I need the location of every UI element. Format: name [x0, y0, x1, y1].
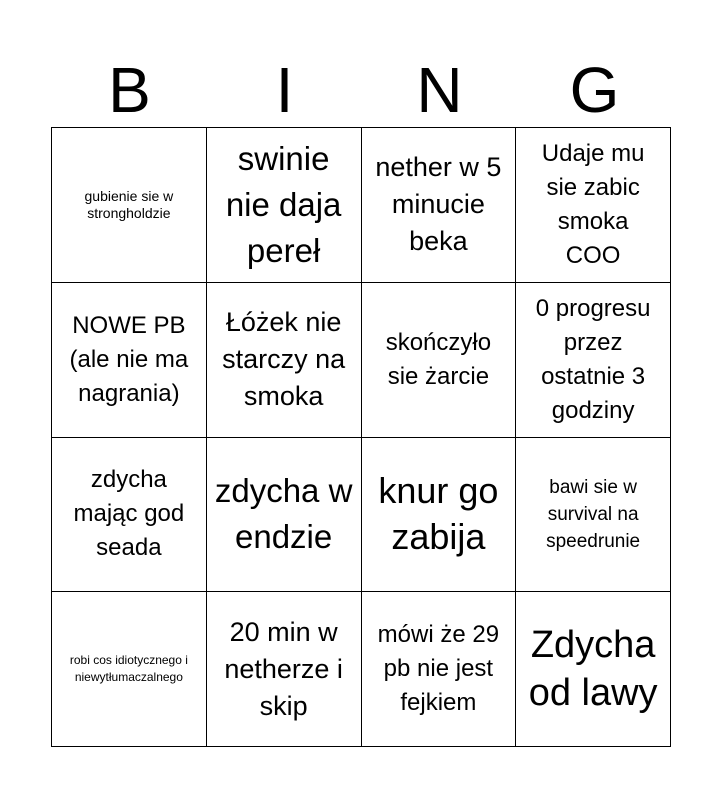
bingo-cell-text: nether w 5 minucie beka — [375, 152, 502, 257]
bingo-cell-r4c4[interactable] — [516, 592, 671, 747]
bingo-cell-text: 20 min w netherze i skip — [224, 616, 343, 721]
bingo-cell-r4c1[interactable] — [52, 592, 207, 747]
bingo-cell-r3c3[interactable] — [362, 438, 517, 593]
bingo-cell-text: zdycha mając god seada — [73, 466, 185, 562]
bingo-grid — [51, 127, 671, 747]
bingo-cell-text: swinie nie daja pereł — [225, 139, 342, 269]
bingo-cell-r2c4[interactable] — [516, 283, 671, 438]
bingo-cell-r3c1[interactable] — [52, 438, 207, 593]
header-letter-i: I — [275, 54, 294, 126]
bingo-cell-r2c1[interactable] — [52, 283, 207, 438]
bingo-cell-text: knur go zabija — [378, 470, 499, 558]
bingo-cell-text: Łóżek nie starczy na smoka — [222, 307, 346, 412]
bingo-cell-r1c2[interactable] — [207, 128, 362, 283]
bingo-cell-text: robi cos idiotycznego i niewytłumaczalnego — [69, 653, 188, 685]
bingo-header — [52, 55, 672, 125]
bingo-cell-r1c1[interactable] — [52, 128, 207, 283]
bingo-cell-text: zdycha w endzie — [214, 472, 353, 556]
bingo-cell-r1c4[interactable] — [516, 128, 671, 283]
bingo-cell-r1c3[interactable] — [362, 128, 517, 283]
bingo-cell-r3c2[interactable] — [207, 438, 362, 593]
bingo-cell-r4c3[interactable] — [362, 592, 517, 747]
bingo-cell-r2c2[interactable] — [207, 283, 362, 438]
bingo-cell-text: Udaje mu sie zabic smoka COO — [541, 139, 645, 269]
bingo-cell-text: 0 progresu przez ostatnie 3 godziny — [535, 294, 651, 424]
header-letter-b: B — [108, 54, 151, 126]
header-letter-g: G — [569, 54, 620, 126]
bingo-cell-r4c2[interactable] — [207, 592, 362, 747]
bingo-cell-text: gubienie sie w strongholdzie — [84, 187, 174, 221]
bingo-cell-r2c3[interactable] — [362, 283, 517, 438]
bingo-cell-text: mówi że 29 pb nie jest fejkiem — [377, 621, 500, 717]
bingo-cell-text: skończyło sie żarcie — [385, 328, 492, 390]
bingo-cell-text: Zdycha od lawy — [528, 624, 658, 715]
bingo-cell-text: NOWE PB (ale nie ma nagrania) — [69, 311, 189, 407]
bingo-cell-r3c4[interactable] — [516, 438, 671, 593]
header-letter-n: N — [416, 54, 463, 126]
bingo-cell-text: bawi sie w survival na speedrunie — [546, 476, 641, 552]
